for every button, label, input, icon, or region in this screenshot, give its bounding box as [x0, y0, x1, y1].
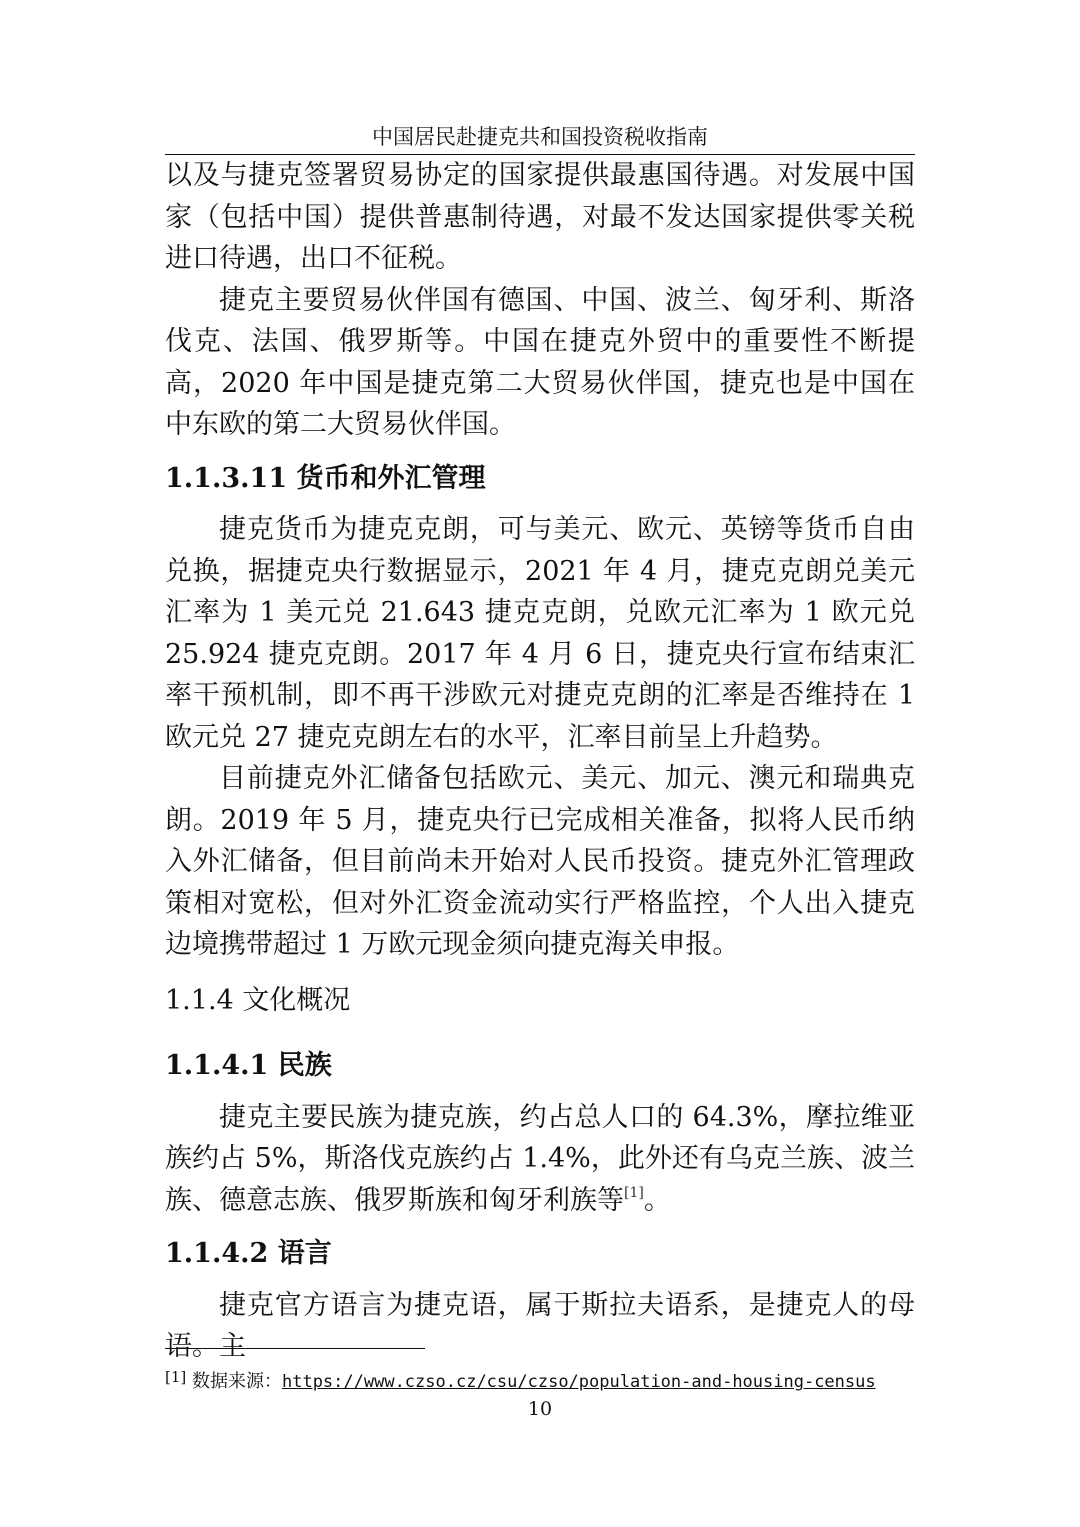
footnote-divider: [165, 1348, 425, 1349]
section-heading-ethnic-groups: 1.1.4.1 民族: [165, 1050, 332, 1081]
paragraph-ethnic-text: 捷克主要民族为捷克族，约占总人口的 64.3%，摩拉维亚族约占 5%，斯洛伐克族约占 1.4%，此外还有乌克兰族、波兰族、德意志族、俄罗斯族和匈牙利族等: [165, 1101, 915, 1216]
paragraph-trade-partners: 捷克主要贸易伙伴国有德国、中国、波兰、匈牙利、斯洛伐克、法国、俄罗斯等。中国在捷克外贸中的重要性不断提高，2020 年中国是捷克第二大贸易伙伴国，捷克也是中国在中东欧的第二大贸易伙伴国。: [165, 284, 915, 440]
paragraph-ethnic-groups: [165, 1097, 915, 1222]
paragraph-forex-reserves: 目前捷克外汇储备包括欧元、美元、加元、澳元和瑞典克朗。2019 年 5 月，捷克央行已完成相关准备，拟将人民币纳入外汇储备，但目前尚未开始对人民币投资。捷克外汇管理政策相对宽松，但对外汇资金流动实行严格监控，个人出入捷克边境携带超过 1 万欧元现金须向捷克海关申报。: [165, 763, 915, 960]
page-body: [165, 155, 915, 1368]
footnote-reference[interactable]: [1]: [624, 1184, 644, 1201]
footnote: [165, 1364, 925, 1395]
running-header: 中国居民赴捷克共和国投资税收指南: [372, 125, 708, 149]
paragraph-trade-treatment: 以及与捷克签署贸易协定的国家提供最惠国待遇。对发展中国家（包括中国）提供普惠制待遇，对最不发达国家提供零关税进口待遇，出口不征税。: [165, 160, 915, 274]
page-number: 10: [527, 1398, 553, 1420]
section-heading-currency: 1.1.3.11 货币和外汇管理: [165, 462, 486, 494]
footnote-source-link[interactable]: https://www.czso.cz/csu/czso/population-and-housing-census: [281, 1372, 876, 1392]
footnote-mark: [1]: [165, 1368, 187, 1386]
footnote-label: 数据来源：: [191, 1371, 282, 1392]
paragraph-currency: 捷克货币为捷克克朗，可与美元、欧元、英镑等货币自由兑换，据捷克央行数据显示，2021 年 4 月，捷克克朗兑美元汇率为 1 美元兑 21.643 捷克克朗，兑欧元汇率为 1 欧元兑 25.924 捷克克朗。2017 年 4 月 6 日，捷克央行宣布结束汇率干预机制，即不再干涉欧元对捷克克朗的汇率是否维持在 1 欧元兑 27 捷克克朗左右的水平，汇率目前呈上升趋势。: [165, 514, 915, 753]
paragraph-language: 捷克官方语言为捷克语，属于斯拉夫语系，是捷克人的母语。主: [165, 1289, 915, 1362]
paragraph-ethnic-end: 。: [643, 1184, 671, 1216]
section-heading-culture: 1.1.4 文化概况: [165, 984, 351, 1016]
section-heading-language: 1.1.4.2 语言: [165, 1238, 332, 1269]
